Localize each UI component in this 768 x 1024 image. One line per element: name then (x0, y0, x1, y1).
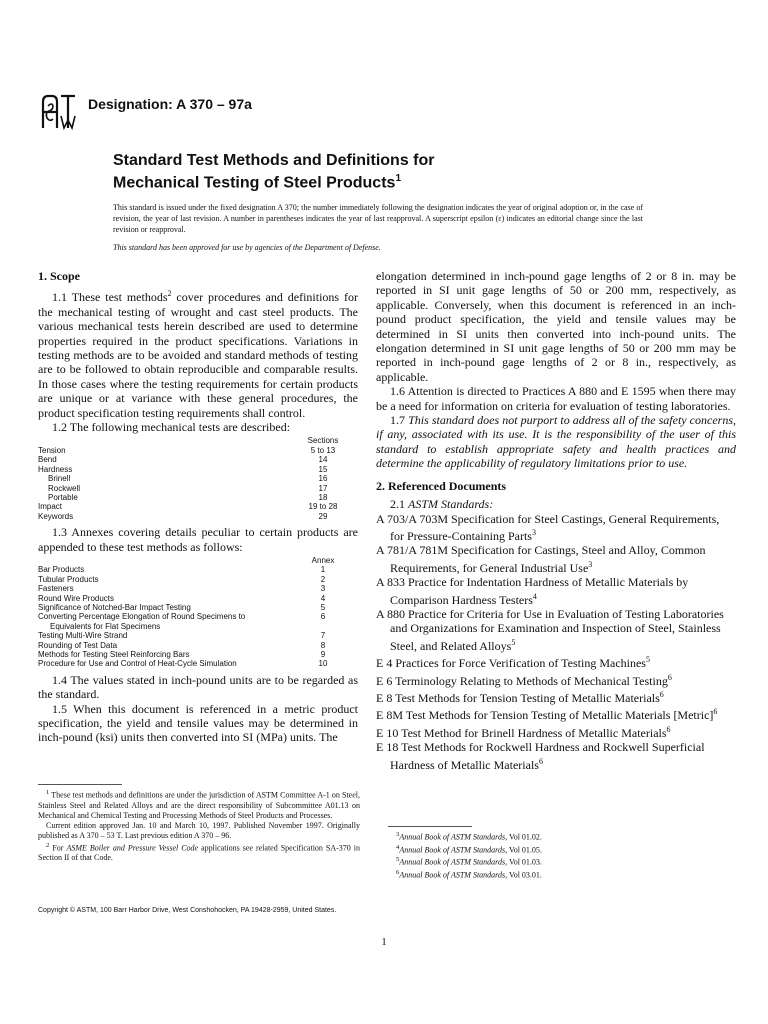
annex-row-number: 3 (320, 584, 326, 594)
tests-row-name: Tension (38, 445, 66, 455)
footnote-right-item (388, 830, 728, 843)
dod-approval-notice: This standard has been approved for use by agencies of the Department of Defense. (113, 243, 381, 252)
para-1-7 (376, 413, 736, 471)
footnote-1-text: These test methods and definitions are under the jurisdiction of ASTM Committee A-1 on Steel, Stainless Steel and Related Alloys and are the direct responsibility of Subcommittee A01.13 on Mechanical and Chemical Testing and Processing Methods of Steel Products and Processes. (38, 790, 360, 820)
annex-row-number: 8 (320, 640, 326, 650)
annex-row-name: Methods for Testing Steel Reinforcing Bars (38, 650, 190, 659)
tests-row (38, 502, 358, 511)
reference-text: E 10 Test Method for Brinell Hardness of Metallic Materials (376, 725, 667, 740)
annex-row (38, 659, 358, 668)
footnote-marker: 2 (167, 289, 172, 299)
para-1-7-text: This standard does not purport to address all of the safety concerns, if any, associated with its use. It is the responsibility of the user of this standard to establish appropriate safety and health practices and determine the applicability of regulatory limitations prior to use. (376, 413, 736, 471)
astm-standards-label (376, 497, 736, 511)
tests-row (38, 512, 358, 521)
footnote-1-edition: Current edition approved Jan. 10 and March 10, 1997. Published November 1997. Originally published as A 370 – 53 T. Last previous edition A 370 – 96. (38, 820, 360, 840)
reference-item (376, 671, 736, 688)
reference-footnote-marker: 5 (511, 637, 516, 647)
annex-row-number: 9 (320, 650, 326, 659)
reference-item (376, 607, 736, 653)
annex-row-name: Tubular Products (38, 574, 99, 584)
reference-footnote-marker: 6 (666, 724, 671, 734)
annex-row-name: Testing Multi-Wire Strand (38, 631, 128, 641)
footnote-right-marker: 6 (396, 868, 400, 876)
document-title (113, 152, 653, 192)
annex-row (38, 650, 358, 659)
annex-row-name: Equivalents for Flat Specimens (50, 621, 161, 631)
annex-row-name: Procedure for Use and Control of Heat-Cycle Simulation (38, 659, 237, 669)
footnote-right-italic: Annual Book of ASTM Standards (399, 832, 506, 842)
tests-row-sections: 16 (318, 474, 328, 484)
title-line-1: Standard Test Methods and Definitions for (113, 152, 435, 169)
footnote-rule-left (38, 784, 122, 785)
footnotes-right (388, 830, 728, 881)
annex-row-number: 6 (320, 612, 326, 622)
tests-row (38, 474, 358, 483)
tests-row-name: Keywords (38, 511, 74, 521)
footnote-right-rest: , Vol 03.01. (505, 870, 542, 880)
astm-standards-text: ASTM Standards: (408, 497, 494, 512)
reference-text: E 4 Practices for Force Verification of Testing Machines (376, 656, 646, 671)
footnote-2-marker: 2 (46, 841, 50, 849)
tests-row (38, 455, 358, 464)
para-1-4: 1.4 The values stated in inch-pound units are to be regarded as the standard. (38, 672, 358, 702)
reference-text: A 833 Practice for Indentation Hardness of Metallic Materials by Comparison Hardness Testers (376, 575, 689, 607)
annex-row (38, 612, 358, 621)
tests-row (38, 446, 358, 455)
tests-row-name: Bend (38, 455, 57, 465)
annex-row-name: Converting Percentage Elongation of Round Specimens to (38, 612, 246, 622)
reference-item (376, 543, 736, 575)
footnote-1-marker: 1 (46, 789, 50, 796)
annex-table (38, 556, 358, 669)
reference-footnote-marker: 6 (659, 689, 664, 699)
footnote-2 (38, 841, 360, 864)
annex-row (38, 584, 358, 593)
title-line-2 (113, 170, 653, 192)
reference-item (376, 705, 736, 722)
footnote-right-italic: Annual Book of ASTM Standards (399, 845, 506, 855)
footnote-2-post: applications see related Specification SA-370 in Section II of that Code. (38, 843, 361, 863)
footnote-1 (38, 788, 360, 821)
right-column (376, 269, 736, 772)
para-1-5-continued: elongation determined in inch-pound gage lengths of 2 or 8 in. may be reported in SI unit gage lengths of 50 or 200 mm, respectively, as applicable. Conversely, when this document is referenced in an inch-pound product specification, the yield and tensile values may be determined in SI units then converted into inch-pound units. The elongation determined in SI unit gage lengths of 50 or 200 mm may be reported in inch-pound gage lengths of 2 or 8 in., respectively, as applicable. (376, 269, 736, 384)
tests-row-sections: 29 (318, 511, 328, 521)
reference-text: E 8 Test Methods for Tension Testing of Metallic Materials (376, 690, 660, 705)
annex-row-name: Round Wire Products (38, 593, 115, 603)
section-heading-scope: 1. Scope (38, 269, 80, 283)
astm-logo-icon (40, 92, 78, 132)
reference-text: E 18 Test Methods for Rockwell Hardness and Rockwell Superficial Hardness of Metallic Materials (376, 740, 705, 772)
reference-text: A 781/A 781M Specification for Castings, Steel and Alloy, Common Requirements, for General Industrial Use (376, 543, 706, 575)
tests-row (38, 465, 358, 474)
annex-header-label: Annex (311, 555, 335, 565)
footnotes-left (38, 788, 360, 863)
para-1-1-rest: cover procedures and definitions for the mechanical testing of wrought and cast steel products. The various mechanical tests herein described are used to determine properties required in the product specifications. Variations in testing methods are to be avoided and standard methods of testing are to be followed to obtain reproducible and comparable results. In those cases where the testing requirements for certain products are unique or at variance with these general procedures, the product specification testing requirements shall control. (38, 290, 358, 420)
tests-row-name: Hardness (38, 464, 73, 474)
reference-footnote-marker: 6 (667, 672, 672, 682)
annex-row (38, 594, 358, 603)
annex-row (38, 565, 358, 574)
annex-row (38, 603, 358, 612)
tests-row-sections: 15 (318, 464, 328, 474)
footnote-right-item (388, 868, 728, 881)
para-1-7-number: 1.7 (390, 413, 409, 428)
footnote-right-item (388, 855, 728, 868)
para-1-1 (38, 287, 358, 420)
annex-row-number: 10 (318, 659, 328, 669)
reference-item (376, 688, 736, 705)
reference-item (376, 723, 736, 740)
footnote-right-italic: Annual Book of ASTM Standards (399, 870, 506, 880)
page-number: 1 (381, 936, 387, 948)
annex-row (38, 575, 358, 584)
footnote-2-pre: For (49, 843, 67, 853)
tests-row-name: Brinell (48, 474, 71, 484)
footnote-right-rest: , Vol 01.03. (505, 857, 542, 867)
reference-footnote-marker: 5 (645, 655, 650, 665)
annex-row-number (288, 622, 358, 631)
reference-footnote-marker: 3 (531, 527, 536, 537)
designation: Designation: A 370 – 97a (88, 96, 252, 112)
footnote-right-item (388, 843, 728, 856)
reference-footnote-marker: 6 (538, 756, 543, 766)
reference-footnote-marker: 4 (532, 591, 537, 601)
annex-row-number: 7 (320, 631, 326, 641)
para-1-3: 1.3 Annexes covering details peculiar to certain products are appended to these test methods as follows: (38, 525, 358, 554)
tests-row-name: Portable (48, 492, 78, 502)
footnote-right-marker: 4 (396, 843, 400, 851)
tests-row-sections: 17 (318, 483, 328, 493)
tests-row-name: Rockwell (48, 483, 81, 493)
footnote-2-italic: ASME Boiler and Pressure Vessel Code (66, 843, 199, 853)
reference-footnote-marker: 6 (713, 707, 718, 717)
reference-text: E 6 Terminology Relating to Methods of Mechanical Testing (376, 673, 668, 688)
tests-header-sections: Sections (307, 436, 339, 446)
footnote-right-rest: , Vol 01.02. (505, 832, 542, 842)
reference-item (376, 512, 736, 544)
footnote-rule-right (388, 826, 472, 827)
issuance-notice: This standard is issued under the fixed designation A 370; the number immediately following the designation indicates the year of original adoption or, in the case of revision, the year of last revision. A number in parentheses indicates the year of last reapproval. A superscript epsilon (ε) indicates an editorial change since the last revision or reapproval. (113, 203, 643, 234)
annex-row (38, 631, 358, 640)
astm-standards-number: 2.1 (390, 497, 408, 512)
references-list (376, 512, 736, 773)
footnote-right-italic: Annual Book of ASTM Standards (399, 857, 506, 867)
reference-item (376, 653, 736, 670)
tests-row-sections: 14 (318, 455, 328, 465)
annex-row-name: Rounding of Test Data (38, 640, 118, 650)
footnote-right-rest: , Vol 01.05. (505, 845, 542, 855)
annex-row-number: 2 (320, 574, 326, 584)
footnote-right-marker: 3 (396, 831, 400, 838)
tests-row-sections: 5 to 13 (310, 445, 336, 455)
annex-row (38, 622, 358, 631)
annex-header-blank (38, 556, 288, 565)
para-1-5: 1.5 When this document is referenced in a metric product specification, the yield and tensile values may be determined in inch-pound (ksi) units then converted into SI (MPa) units. The (38, 701, 358, 745)
annex-row-name: Fasteners (38, 584, 74, 594)
reference-item (376, 575, 736, 607)
annex-row-number: 1 (320, 565, 326, 575)
reference-text: A 880 Practice for Criteria for Use in Evaluation of Testing Laboratories and Organizations for Examination and Inspection of Steel, Stainless Steel, and Related Alloys (376, 606, 724, 653)
tests-row (38, 484, 358, 493)
tests-row-sections: 19 to 28 (308, 502, 338, 512)
tests-row (38, 493, 358, 502)
section-heading-referenced-documents: 2. Referenced Documents (376, 478, 507, 493)
reference-text: A 703/A 703M Specification for Steel Castings, General Requirements, for Pressure-Containing Parts (376, 511, 720, 543)
title-line-2-text: Mechanical Testing of Steel Products (113, 174, 396, 192)
tests-header-blank (38, 436, 288, 445)
tests-row-name: Impact (38, 502, 63, 512)
reference-item (376, 740, 736, 772)
para-1-6: 1.6 Attention is directed to Practices A 880 and E 1595 when there may be a need for information on criteria for evaluation of testing laboratories. (376, 384, 736, 413)
annex-row-name: Bar Products (38, 565, 85, 575)
footnote-right-marker: 5 (396, 856, 400, 864)
reference-footnote-marker: 3 (588, 559, 593, 569)
reference-text: E 8M Test Methods for Tension Testing of Metallic Materials [Metric] (376, 708, 714, 723)
tests-row-sections: 18 (318, 492, 328, 502)
annex-row-name: Significance of Notched-Bar Impact Testing (38, 602, 191, 612)
title-footnote-marker: 1 (395, 173, 401, 184)
tests-table (38, 436, 358, 521)
copyright-line: Copyright © ASTM, 100 Barr Harbor Drive, West Conshohocken, PA 19428-2959, United States. (38, 907, 337, 914)
annex-row-number: 4 (320, 593, 326, 603)
annex-row (38, 641, 358, 650)
para-1-1-start: 1.1 These test methods (52, 290, 168, 305)
left-column (38, 269, 358, 745)
annex-row-number: 5 (320, 602, 326, 612)
para-1-2: 1.2 The following mechanical tests are described: (52, 420, 291, 435)
